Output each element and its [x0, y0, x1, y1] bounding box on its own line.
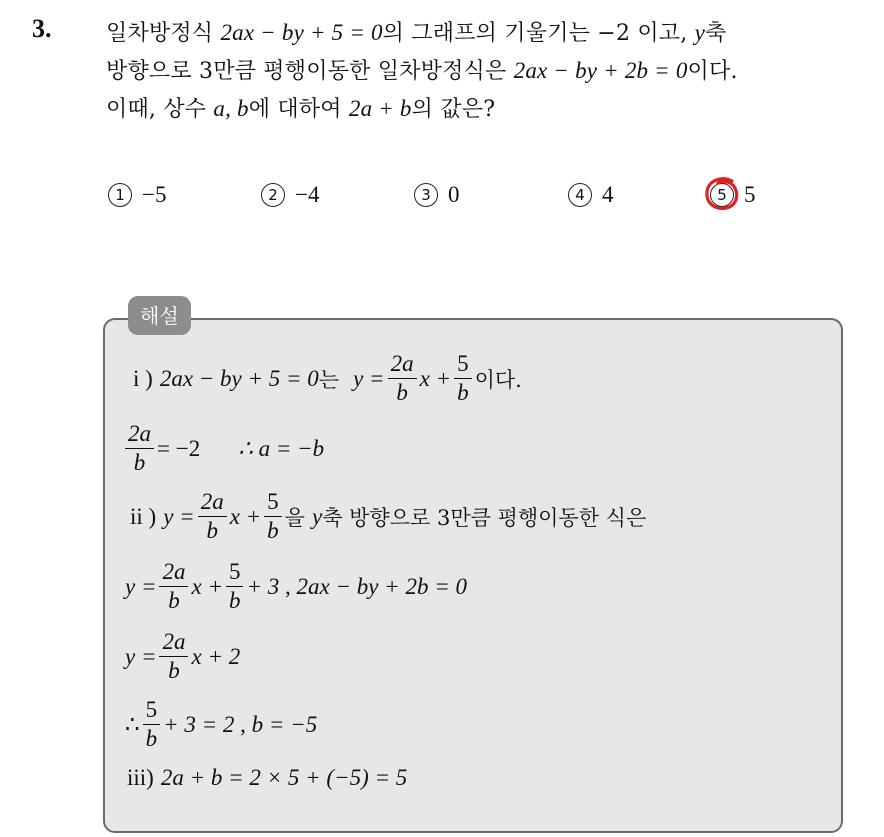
numerator: 5 [226, 558, 244, 587]
numerator: 2a [388, 350, 417, 379]
circled-number-4: 4 [568, 183, 592, 207]
equation: 2ax − by + 2b = 0 [513, 58, 688, 83]
choice-1[interactable] [108, 182, 166, 208]
selected-answer-mark-icon [702, 174, 742, 214]
equation: y = [125, 573, 157, 599]
numerator: 5 [143, 696, 161, 725]
denominator: b [267, 518, 279, 543]
denominator: b [133, 450, 146, 475]
solution-line-6 [125, 696, 317, 753]
solution-line-5 [125, 628, 240, 685]
circled-number-5: 5 [710, 183, 734, 207]
question-text: 이때, 상수 [106, 97, 214, 122]
korean-text: 는 [318, 367, 340, 392]
choice-3[interactable] [414, 182, 460, 208]
question-line-3 [106, 92, 495, 123]
numerator: 2a [159, 628, 188, 657]
step-label: i ) [133, 365, 153, 391]
step-label: ii ) [130, 503, 157, 529]
equation: x + [419, 365, 452, 391]
denominator: b [168, 658, 180, 683]
question-text: 일차방정식 [106, 21, 221, 46]
korean-text: 축 방향으로 3만큼 평행이동한 식은 [322, 505, 647, 530]
choice-value: −5 [142, 182, 167, 207]
equation: y = [163, 503, 195, 529]
choice-2[interactable] [261, 182, 319, 208]
fraction [143, 696, 161, 753]
choice-value: 5 [744, 182, 756, 207]
equation: x + [229, 503, 262, 529]
choice-value: 0 [448, 182, 460, 207]
numerator: 5 [264, 488, 282, 517]
answer-choices [108, 182, 848, 214]
step-label: iii) [127, 765, 154, 790]
question-number: 3. [32, 14, 52, 43]
equation: 2ax − by + 5 = 0 [159, 365, 319, 391]
fraction [454, 350, 472, 407]
circled-number-2: 2 [261, 183, 285, 207]
denominator: b [396, 380, 408, 405]
equation: x + [191, 573, 223, 599]
question-text: 의 값은? [411, 97, 496, 122]
denominator: b [228, 588, 241, 613]
conclusion: ∴ a = −b [238, 435, 325, 461]
question-line-1 [106, 16, 727, 47]
variable: y [311, 503, 323, 529]
variable: y [694, 20, 706, 45]
fraction [264, 488, 282, 545]
fraction [198, 488, 227, 545]
equation: y = [125, 643, 157, 669]
korean-text: 이다. [474, 367, 522, 392]
denominator: b [206, 518, 218, 543]
circled-number-3: 3 [414, 183, 438, 207]
question-text: 의 그래프의 기울기는 −2 이고, [382, 21, 695, 46]
fraction [388, 350, 417, 407]
fraction [159, 558, 188, 615]
solution-line-4 [125, 558, 467, 615]
numerator: 5 [454, 350, 472, 379]
denominator: b [145, 726, 158, 751]
fraction [226, 558, 244, 615]
question-text: 이다. [687, 59, 738, 84]
solution-line-7 [127, 765, 407, 791]
equation: = −2 [157, 435, 201, 461]
solution-line-2 [122, 420, 324, 477]
equation: 2ax − by + 5 = 0 [220, 20, 383, 45]
equation: y = [353, 365, 385, 391]
choice-5[interactable] [710, 182, 756, 208]
numerator: 2a [159, 558, 188, 587]
numerator: 2a [125, 420, 154, 449]
question-text: 방향으로 3만큼 평행이동한 일차방정식은 [106, 59, 514, 84]
numerator: 2a [198, 488, 227, 517]
question-text: 에 대하여 [248, 97, 349, 122]
circled-number-1: 1 [108, 183, 132, 207]
solution-line-3 [130, 488, 646, 545]
expression: 2a + b [348, 96, 412, 121]
variables: a, b [213, 96, 249, 121]
equation: + 3 , 2ax − by + 2b = 0 [246, 573, 467, 599]
question-text: 축 [705, 21, 727, 46]
equation: x + 2 [191, 643, 241, 669]
equation: 2a + b = 2 × 5 + (−5) = 5 [160, 765, 408, 790]
denominator: b [168, 588, 180, 613]
choice-value: 4 [602, 182, 614, 207]
fraction [159, 628, 188, 685]
denominator: b [457, 380, 469, 405]
solution-line-1 [133, 350, 522, 407]
therefore-symbol: ∴ [125, 711, 140, 737]
equation: + 3 = 2 , b = −5 [163, 711, 318, 737]
fraction [125, 420, 154, 477]
solution-tag: 해설 [128, 296, 191, 335]
choice-4[interactable] [568, 182, 614, 208]
choice-value: −4 [295, 182, 320, 207]
korean-text: 을 [284, 505, 305, 530]
question-line-2 [106, 54, 738, 85]
